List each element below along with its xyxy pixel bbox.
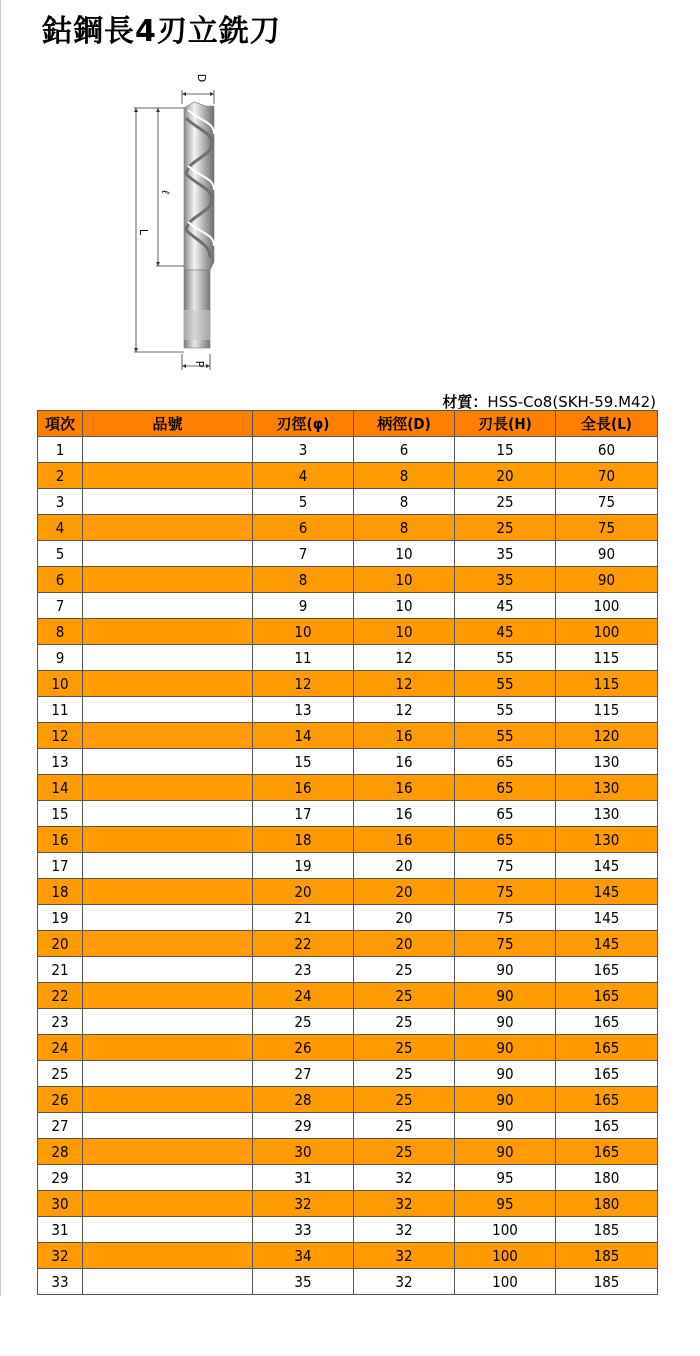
table-row [38,671,658,697]
cell-cutter-diameter: 21 [253,905,354,931]
cell-part-no [83,931,253,957]
header-flute-length: 刃長(H) [455,411,556,437]
cell-overall-length: 185 [556,1269,658,1295]
cell-cutter-diameter: 27 [253,1061,354,1087]
table-row [38,1061,658,1087]
cell-item-no: 4 [38,515,83,541]
cell-flute-length: 25 [455,489,556,515]
cell-flute-length: 55 [455,723,556,749]
cell-cutter-diameter: 3 [253,437,354,463]
table-row [38,1139,658,1165]
cell-overall-length: 165 [556,1035,658,1061]
cell-cutter-diameter: 29 [253,1113,354,1139]
cell-shank-diameter: 12 [354,697,455,723]
cell-flute-length: 90 [455,1009,556,1035]
cell-item-no: 18 [38,879,83,905]
cell-part-no [83,645,253,671]
cell-item-no: 1 [38,437,83,463]
cell-cutter-diameter: 15 [253,749,354,775]
cell-flute-length: 90 [455,1035,556,1061]
cell-overall-length: 115 [556,697,658,723]
cell-overall-length: 145 [556,853,658,879]
table-row [38,541,658,567]
material-value: HSS-Co8(SKH-59.M42) [487,393,656,411]
cell-part-no [83,567,253,593]
cell-flute-length: 90 [455,983,556,1009]
cell-shank-diameter: 25 [354,1087,455,1113]
cell-flute-length: 65 [455,749,556,775]
cell-overall-length: 145 [556,879,658,905]
cell-part-no [83,1087,253,1113]
cell-flute-length: 55 [455,645,556,671]
cell-overall-length: 185 [556,1217,658,1243]
cell-shank-diameter: 16 [354,775,455,801]
cell-shank-diameter: 8 [354,489,455,515]
cell-overall-length: 130 [556,775,658,801]
cell-overall-length: 120 [556,723,658,749]
dim-label-cutter-diameter: P [193,360,206,368]
cell-shank-diameter: 10 [354,541,455,567]
header-part-no: 品號 [83,411,253,437]
cell-shank-diameter: 32 [354,1191,455,1217]
cell-item-no: 33 [38,1269,83,1295]
cell-part-no [83,463,253,489]
cell-cutter-diameter: 30 [253,1139,354,1165]
material-label: 材質： [442,393,488,411]
header-shank-diameter: 柄徑(D) [354,411,455,437]
cell-flute-length: 25 [455,515,556,541]
cell-item-no: 15 [38,801,83,827]
cell-overall-length: 90 [556,541,658,567]
cell-part-no [83,593,253,619]
cell-item-no: 23 [38,1009,83,1035]
cell-cutter-diameter: 20 [253,879,354,905]
cell-item-no: 21 [38,957,83,983]
table-row [38,957,658,983]
cell-shank-diameter: 20 [354,853,455,879]
cell-shank-diameter: 10 [354,593,455,619]
cell-cutter-diameter: 16 [253,775,354,801]
cell-part-no [83,1217,253,1243]
cell-flute-length: 75 [455,905,556,931]
cell-part-no [83,541,253,567]
cell-flute-length: 75 [455,931,556,957]
cell-shank-diameter: 10 [354,619,455,645]
cell-flute-length: 45 [455,619,556,645]
cell-shank-diameter: 6 [354,437,455,463]
cell-part-no [83,853,253,879]
cell-flute-length: 15 [455,437,556,463]
cell-item-no: 28 [38,1139,83,1165]
cell-flute-length: 100 [455,1269,556,1295]
cell-shank-diameter: 25 [354,1113,455,1139]
cell-item-no: 22 [38,983,83,1009]
cell-item-no: 6 [38,567,83,593]
table-row [38,619,658,645]
cell-part-no [83,671,253,697]
cell-shank-diameter: 32 [354,1269,455,1295]
cell-shank-diameter: 20 [354,931,455,957]
cell-cutter-diameter: 12 [253,671,354,697]
cell-shank-diameter: 25 [354,983,455,1009]
cell-item-no: 19 [38,905,83,931]
cell-shank-diameter: 32 [354,1217,455,1243]
cell-flute-length: 35 [455,567,556,593]
cell-shank-diameter: 20 [354,879,455,905]
cell-shank-diameter: 8 [354,515,455,541]
cell-flute-length: 65 [455,801,556,827]
header-item-no: 項次 [38,411,83,437]
header-cutter-diameter: 刃徑(φ) [253,411,354,437]
table-row [38,1191,658,1217]
table-row [38,775,658,801]
cell-flute-length: 55 [455,671,556,697]
cell-flute-length: 75 [455,853,556,879]
table-row [38,1113,658,1139]
cell-overall-length: 70 [556,463,658,489]
cell-item-no: 11 [38,697,83,723]
cell-shank-diameter: 12 [354,645,455,671]
cell-part-no [83,723,253,749]
cell-overall-length: 180 [556,1165,658,1191]
cell-shank-diameter: 25 [354,1061,455,1087]
cell-flute-length: 75 [455,879,556,905]
table-header-row [38,411,658,437]
cell-part-no [83,749,253,775]
spec-table [37,410,658,1295]
cell-overall-length: 90 [556,567,658,593]
cell-part-no [83,957,253,983]
cell-flute-length: 95 [455,1165,556,1191]
cell-item-no: 17 [38,853,83,879]
cell-item-no: 20 [38,931,83,957]
table-row [38,489,658,515]
cell-cutter-diameter: 13 [253,697,354,723]
cell-overall-length: 130 [556,827,658,853]
cell-flute-length: 65 [455,827,556,853]
cell-item-no: 25 [38,1061,83,1087]
cell-part-no [83,879,253,905]
cell-cutter-diameter: 11 [253,645,354,671]
cell-item-no: 8 [38,619,83,645]
cell-item-no: 27 [38,1113,83,1139]
cell-part-no [83,1269,253,1295]
cell-cutter-diameter: 18 [253,827,354,853]
cell-part-no [83,1191,253,1217]
cell-flute-length: 65 [455,775,556,801]
cell-overall-length: 100 [556,619,658,645]
cell-cutter-diameter: 7 [253,541,354,567]
table-row [38,801,658,827]
cell-shank-diameter: 32 [354,1243,455,1269]
cell-part-no [83,1061,253,1087]
table-row [38,749,658,775]
cell-cutter-diameter: 14 [253,723,354,749]
cell-overall-length: 165 [556,983,658,1009]
cell-item-no: 13 [38,749,83,775]
table-row [38,1217,658,1243]
cell-item-no: 16 [38,827,83,853]
cell-part-no [83,515,253,541]
table-row [38,905,658,931]
cell-flute-length: 90 [455,957,556,983]
cell-overall-length: 100 [556,593,658,619]
cell-cutter-diameter: 23 [253,957,354,983]
cell-part-no [83,1243,253,1269]
cell-overall-length: 60 [556,437,658,463]
cell-overall-length: 165 [556,1113,658,1139]
dim-label-shank-diameter: D [195,73,208,83]
cell-shank-diameter: 25 [354,1035,455,1061]
dim-label-overall-length: L [137,228,150,236]
cell-item-no: 10 [38,671,83,697]
cell-overall-length: 165 [556,1009,658,1035]
cell-shank-diameter: 12 [354,671,455,697]
cell-cutter-diameter: 10 [253,619,354,645]
table-row [38,463,658,489]
table-row [38,1269,658,1295]
cell-overall-length: 165 [556,1061,658,1087]
table-row [38,853,658,879]
cell-overall-length: 75 [556,515,658,541]
cell-cutter-diameter: 19 [253,853,354,879]
cell-part-no [83,1139,253,1165]
cell-cutter-diameter: 31 [253,1165,354,1191]
cell-item-no: 26 [38,1087,83,1113]
cell-item-no: 3 [38,489,83,515]
cell-overall-length: 145 [556,931,658,957]
cell-item-no: 12 [38,723,83,749]
table-row [38,879,658,905]
cell-overall-length: 165 [556,1139,658,1165]
cell-overall-length: 115 [556,671,658,697]
table-row [38,1035,658,1061]
cell-part-no [83,1165,253,1191]
cell-overall-length: 165 [556,1087,658,1113]
table-row [38,567,658,593]
cell-shank-diameter: 16 [354,801,455,827]
table-row [38,1165,658,1191]
cell-part-no [83,1113,253,1139]
cell-flute-length: 55 [455,697,556,723]
cell-flute-length: 45 [455,593,556,619]
cell-part-no [83,489,253,515]
cell-cutter-diameter: 9 [253,593,354,619]
table-row [38,827,658,853]
cell-shank-diameter: 25 [354,957,455,983]
cell-flute-length: 95 [455,1191,556,1217]
cell-flute-length: 35 [455,541,556,567]
cell-item-no: 30 [38,1191,83,1217]
cell-shank-diameter: 16 [354,749,455,775]
table-row [38,723,658,749]
table-row [38,437,658,463]
cell-item-no: 29 [38,1165,83,1191]
cell-part-no [83,619,253,645]
dim-label-flute-length: ℓ [159,189,172,195]
cell-shank-diameter: 25 [354,1139,455,1165]
cell-part-no [83,1009,253,1035]
cell-shank-diameter: 10 [354,567,455,593]
page-title: 鈷鋼長4刃立銑刀 [42,14,281,49]
cell-flute-length: 100 [455,1217,556,1243]
cell-flute-length: 100 [455,1243,556,1269]
cell-item-no: 7 [38,593,83,619]
cell-cutter-diameter: 24 [253,983,354,1009]
cell-shank-diameter: 20 [354,905,455,931]
cell-overall-length: 180 [556,1191,658,1217]
table-row [38,645,658,671]
cell-overall-length: 115 [556,645,658,671]
table-row [38,1087,658,1113]
table-row [38,593,658,619]
cell-part-no [83,1035,253,1061]
cell-overall-length: 130 [556,749,658,775]
cell-shank-diameter: 32 [354,1165,455,1191]
table-row [38,1243,658,1269]
cell-part-no [83,801,253,827]
table-row [38,697,658,723]
cell-cutter-diameter: 28 [253,1087,354,1113]
table-body [38,437,658,1295]
cell-item-no: 14 [38,775,83,801]
cell-cutter-diameter: 25 [253,1009,354,1035]
left-border-line [0,0,1,1296]
cell-overall-length: 75 [556,489,658,515]
cell-overall-length: 145 [556,905,658,931]
cell-overall-length: 165 [556,957,658,983]
cell-part-no [83,697,253,723]
cell-cutter-diameter: 4 [253,463,354,489]
cell-part-no [83,775,253,801]
cell-overall-length: 185 [556,1243,658,1269]
cell-shank-diameter: 16 [354,827,455,853]
cell-shank-diameter: 25 [354,1009,455,1035]
cell-item-no: 32 [38,1243,83,1269]
table-row [38,1009,658,1035]
cell-flute-length: 20 [455,463,556,489]
cell-cutter-diameter: 22 [253,931,354,957]
cell-cutter-diameter: 17 [253,801,354,827]
cell-item-no: 2 [38,463,83,489]
end-mill-diagram [126,70,236,380]
cell-item-no: 9 [38,645,83,671]
cell-item-no: 31 [38,1217,83,1243]
cell-cutter-diameter: 33 [253,1217,354,1243]
cell-shank-diameter: 8 [354,463,455,489]
cell-item-no: 5 [38,541,83,567]
cell-cutter-diameter: 35 [253,1269,354,1295]
cell-part-no [83,437,253,463]
material-note [442,391,656,412]
cell-cutter-diameter: 26 [253,1035,354,1061]
cell-cutter-diameter: 34 [253,1243,354,1269]
cell-part-no [83,827,253,853]
cell-item-no: 24 [38,1035,83,1061]
header-overall-length: 全長(L) [556,411,658,437]
cell-flute-length: 90 [455,1061,556,1087]
cell-part-no [83,905,253,931]
table-row [38,983,658,1009]
cell-shank-diameter: 16 [354,723,455,749]
cell-cutter-diameter: 6 [253,515,354,541]
table-row [38,931,658,957]
cell-flute-length: 90 [455,1113,556,1139]
cell-flute-length: 90 [455,1139,556,1165]
cell-cutter-diameter: 8 [253,567,354,593]
cell-part-no [83,983,253,1009]
cell-flute-length: 90 [455,1087,556,1113]
table-row [38,515,658,541]
cell-cutter-diameter: 32 [253,1191,354,1217]
cell-cutter-diameter: 5 [253,489,354,515]
cell-overall-length: 130 [556,801,658,827]
end-mill-shape [184,102,214,348]
